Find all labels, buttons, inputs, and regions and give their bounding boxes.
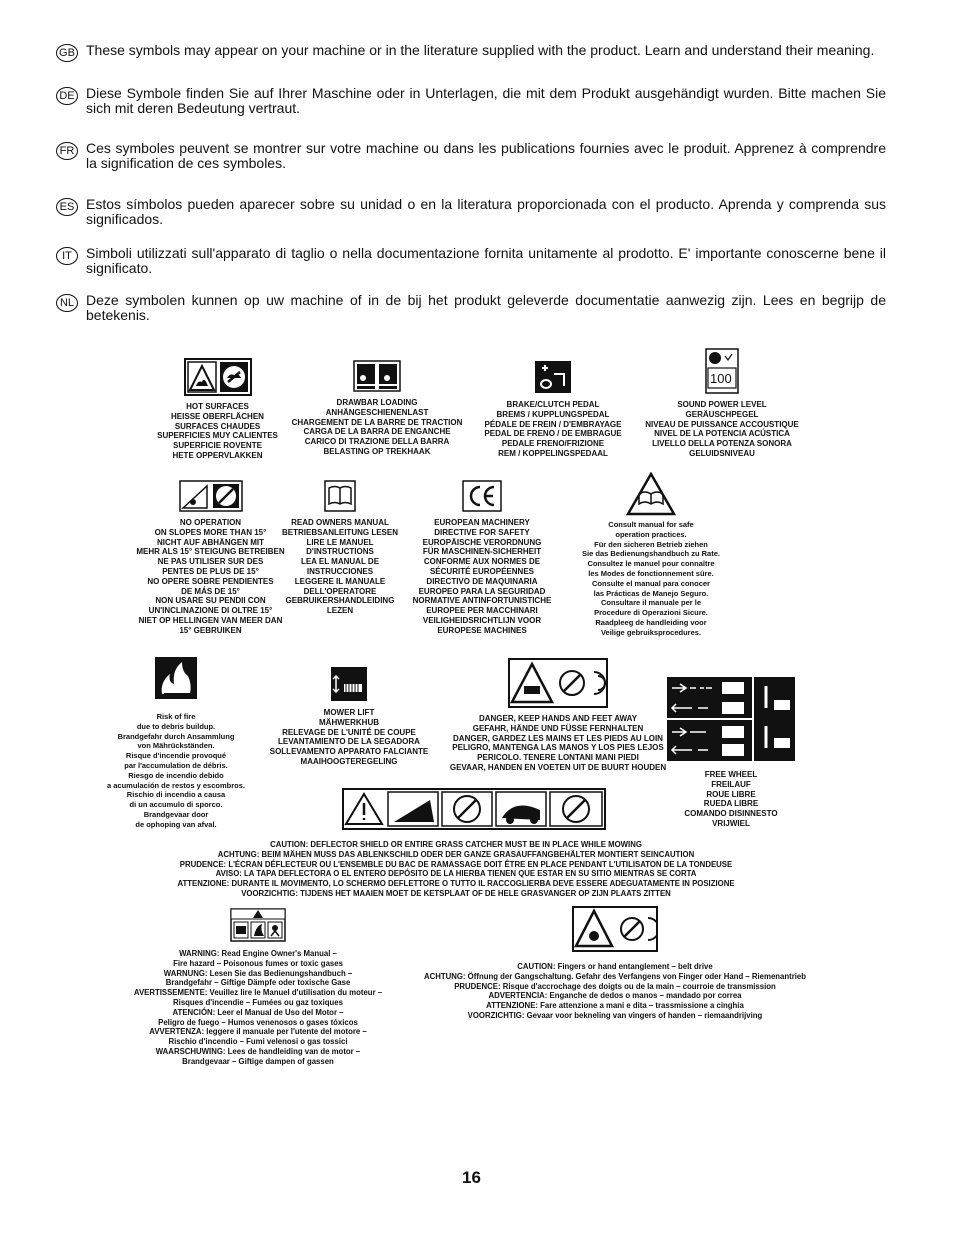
symbol-manual <box>275 480 405 616</box>
mower-lift-icon <box>330 666 368 702</box>
fire-icon <box>154 656 198 700</box>
symbol-fire <box>98 656 254 830</box>
drawbar-icon <box>353 360 401 392</box>
owners-manual-icon <box>324 480 356 512</box>
intro-text-de: Diese Symbole finden Sie auf Ihrer Maschine oder in Unterlagen, die mit dem Produkt ausgehändigt wurden. Bitte machen Sie sich mit deren Bedeutung vertraut. <box>86 85 886 116</box>
lang-badge-es: ES <box>56 198 78 216</box>
lang-badge-nl: NL <box>56 294 78 312</box>
lang-badge-it: IT <box>56 247 78 265</box>
intro-text-gb: These symbols may appear on your machine or in the literature supplied with the product. Learn and understand their meaning. <box>86 42 875 58</box>
caption-manual: READ OWNERS MANUAL BETRIEBSANLEITUNG LESEN LIRE LE MANUEL D'INSTRUCTIONS LEA EL MANUAL DE INSTRUCCIONES LEGGERE IL MANUALE DELL'OPERATORE GEBRUIKERSHANDLEIDING LEZEN <box>281 518 398 616</box>
symbol-mower-lift <box>260 666 438 767</box>
caption-fire: Risk of fire due to debris buildup. Brandgefahr durch Ansammlung von Mährückständen. Risque d'incendie provoqué par l'accumulation de débris. Riesgo de incendio debido a acumulación de restos y escombros. Rischio di incendio a causa di un accumulo di sporco. Brandgevaar door de ophoping van afval. <box>107 712 245 829</box>
symbol-sound <box>644 348 800 459</box>
lang-badge-gb: GB <box>56 44 78 62</box>
symbol-engine <box>124 908 392 1067</box>
slopes-icon <box>179 480 243 512</box>
caption-mower-lift: MOWER LIFT MÄHWERKHUB RELEVAGE DE L'UNITÉ DE COUPE LEVANTAMIENTO DE LA SEGADORA SOLLEVAMENTO APPARATO FALCIANTE MAAIHOOGTEREGELING <box>269 708 429 766</box>
caption-slopes: NO OPERATION ON SLOPES MORE THAN 15° NICHT AUF ABHÄNGEN MIT MEHR ALS 15° STEIGUNG BETREIBEN NE PAS UTILISER SUR DES PENTES DE PLUS DE 15° NO OPERE SOBRE PENDIENTES DE MÁS DE 15° NON USARE SU PENDII CON UN'INCLINAZIONE DI OLTRE 15° NIET OP HELLINGEN VAN MEER DAN 15° GEBRUIKEN <box>136 518 285 635</box>
caption-drawbar: DRAWBAR LOADING ANHÄNGESCHIENENLAST CHARGEMENT DE LA BARRE DE TRACTION CARGA DE LA BARRA DE ENGANCHE CARICO DI TRAZIONE DELLA BARRA BELASTING OP TREKHAAK <box>291 398 463 456</box>
caption-brake: BRAKE/CLUTCH PEDAL BREMS / KUPPLUNGSPEDAL PÉDALE DE FREIN / D'EMBRAYAGE PEDAL DE FRENO / DE EMBRAGUE PEDALE FRENO/FRIZIONE REM / KOPPELINGSPEDAAL <box>484 400 622 458</box>
caption-sound: SOUND POWER LEVEL GERÄUSCHPEGEL NIVEAU DE PUISSANCE ACCOUSTIQUE NIVEL DE LA POTENCIA ACÚSTICA LIVELLO DELLA POTENZA SONORA GELUIDSNIVEAU <box>645 400 799 458</box>
lang-badge-de: DE <box>56 87 78 105</box>
brake-pedal-icon <box>534 360 572 394</box>
intro-text-fr: Ces symboles peuvent se montrer sur votre machine ou dans les publications fournies avec le produit. Apprenez à comprendre la signification de ces symboles. <box>86 140 886 171</box>
symbol-consult <box>572 472 730 638</box>
intro-text-es: Estos símbolos pueden aparecer sobre su unidad o en la literatura proporcionada con el producto. Aprenda y comprenda sus significados. <box>86 196 886 227</box>
free-wheel-icon <box>666 676 796 762</box>
symbol-hands-feet <box>430 658 686 773</box>
ce-mark-icon <box>462 480 502 512</box>
symbol-belt <box>406 906 824 1021</box>
caption-ce: EUROPEAN MACHINERY DIRECTIVE FOR SAFETY EUROPÄISCHE VERORDNUNG FÜR MASCHINEN-SICHERHEIT CONFORME AUX NORMES DE SÉCURITÉ EUROPÉENNES DIRECTIVO DE MAQUINARIA EUROPEO PARA LA SEGURIDAD NORMATIVE ANTINFORTUNISTICHE EUROPEE PER MACCHINARI VEILIGHEIDSRICHTLIJN VOOR EUROPESE MACHINES <box>412 518 552 635</box>
engine-warning-icon <box>230 908 286 942</box>
hands-feet-danger-icon <box>508 658 608 708</box>
caption-consult: Consult manual for safe operation practices. Für den sicheren Betrieb ziehen Sie das Bedienungshandbuch zu Rate. Consultez le manuel pour connaître les Modes de fonctionnement sûre. Consulte el manual para conocer las Prácticas de Manejo Seguro. Consultare il manuale per le Procedure di Operazioni Sicure. Raadpleeg de handleiding voor Veilige gebruiksprocedures. <box>582 520 720 637</box>
sound-level-icon <box>705 348 739 394</box>
deflector-strip-icon <box>342 788 606 830</box>
intro-text-it: Simboli utilizzati sull'apparato di taglio o nella documentazione fornita unitamente al prodotto. E' importante conoscerne bene il significato. <box>86 245 886 276</box>
caption-free-wheel: FREE WHEEL FREILAUF ROUE LIBRE RUEDA LIBRE COMANDO DISINNESTO VRIJWIEL <box>684 770 778 828</box>
symbol-free-wheel <box>666 676 796 829</box>
caption-hot-surfaces: HOT SURFACES HEISSE OBERFLÄCHEN SURFACES CHAUDES SUPERFICIES MUY CALIENTES SUPERFICIE ROVENTE HETE OPPERVLAKKEN <box>157 402 278 460</box>
symbol-brake <box>478 360 628 459</box>
sound-level-value: 100 <box>710 371 732 386</box>
belt-entanglement-icon <box>572 906 658 952</box>
symbol-hot-surfaces <box>150 358 285 461</box>
lang-badge-fr: FR <box>56 142 78 160</box>
caption-hands-feet: DANGER, KEEP HANDS AND FEET AWAY GEFAHR, HÄNDE UND FÜSSE FERNHALTEN DANGER, GARDEZ LES MAINS ET LES PIEDS AU LOIN PELIGRO, MANTENGA LAS MANOS Y LOS PIES LEJOS PERICOLO. TENERE LONTANI MANI PIEDI GEVAAR, HANDEN EN VOETEN UIT DE BUURT HOUDEN <box>449 714 667 772</box>
page-number: 16 <box>462 1168 481 1187</box>
caption-deflector: CAUTION: DEFLECTOR SHIELD OR ENTIRE GRASS CATCHER MUST BE IN PLACE WHILE MOWING ACHTUNG: BEIM MÄHEN MUSS DAS ABLENKSCHILD ODER DER GANZE GRASAUFFANGBEHÄLTER MONTIERT SEINCAUTION PRUDENCE: L'ÉCRAN DÉFLECTEUR OU L'ENSEMBLE DU BAC DE RAMASSAGE DOIT ÊTRE EN PLACE PENDANT L'UTILISATON DE LA TONDEUSE AVISO: LA TAPA DEFLECTORA O EL ENTERO DEPÓSITO DE LA HIERBA TIENEN QUE ESTAR EN SU SITIO MIENTRAS SE CORTA ATTENZIONE: DURANTE IL MOVIMENTO, LO SCHERMO DEFLETTORE O TUTTO IL RACCOGLIERBA DEVE ESSERE ADEGUATAMENTE IN POSIZIONE VOORZICHTIG: TIJDENS HET MAAIEN MOET DE KETSPLAAT OF DE HELE GRASVANGER OP ZIJN PLAATS ZITTEN <box>177 840 735 898</box>
warning-manual-icon <box>626 472 676 516</box>
hot-surfaces-icon <box>184 358 252 396</box>
symbol-drawbar <box>288 360 466 457</box>
intro-text-nl: Deze symbolen kunnen op uw machine of in de bij het produkt geleverde documentatie aanwezig zijn. Lees en begrijp de betekenis. <box>86 292 886 323</box>
caption-engine: WARNING: Read Engine Owner's Manual – Fire hazard – Poisonous fumes or toxic gases WARNUNG: Lesen Sie das Bedienungshandbuch – Brandgefahr – Giftige Dämpfe oder toxische Gase AVERTISSEMENTE: Veuillez lire le Manuel d'utilisation du moteur – Risques d'incendie – Fumées ou gaz toxiques ATENCIÓN: Leer el Manual de Uso del Motor – Peligro de fuego – Humos venenosos o gases tóxicos AVVERTENZA: leggere il manuale per l'utente del motore – Rischio d'incendio – Fumi velenosi o gas tossici WAARSCHUWING: Lees de handleiding van de motor – Brandgevaar – Giftige dampen of gassen <box>133 949 383 1066</box>
caption-belt: CAUTION: Fingers or hand entanglement – belt drive ACHTUNG: Öffnung der Gangschaltung. Gefahr des Verfangens von Finger oder Hand – Riemenantrieb PRUDENCE: Risque d'accrochage des doigts ou de la main – courroie de transmission ADVERTENCIA: Enganche de dedos o manos – mandado por correa ATTENZIONE: Fare attenzione a mani e dita – trassmissione a cinghia VOORZICHTIG: Gevaar voor bekneling van vingers of handen – riemaandrijving <box>423 962 807 1020</box>
symbol-ce <box>408 480 556 636</box>
